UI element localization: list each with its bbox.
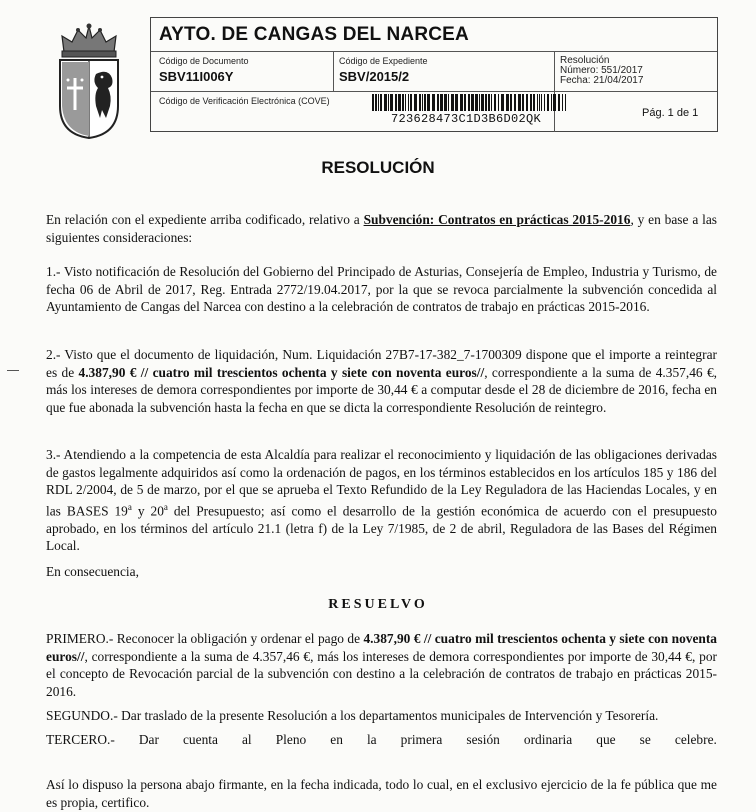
page-title: RESOLUCIÓN <box>321 158 435 177</box>
resolution-tercero: TERCERO.- Dar cuenta al Pleno en la primera sesión ordinaria que se celebre. <box>46 732 717 747</box>
consideration-3: 3.- Atendiendo a la competencia de esta Alcaldía para realizar el reconocimiento y liquidación de las obligaciones derivadas de gastos legalmente adquiridos así como la ordenación de pagos, en los términos establecidos en los artículos 185 y 186 del RDL 2/2004, de 5 de marzo, por el que se aprueba el Texto Refundido de la Ley Reguladora de las Haciendas Locales, y en las BASES 19$^a$ y 20$^a$ del Presupuesto; así como el desarrollo de la gestión económica de acuerdo con el presupuesto aprobado, en los términos del artículo 21.1 (letra f) de la Ley 7/1985, de 2 de abril, Reguladora de las Bases del Régimen Local. <box>46 447 717 554</box>
coat-of-arms-icon <box>56 22 122 140</box>
file-code-label: Código de Expediente <box>339 56 428 66</box>
page-number: Pág. 1 de 1 <box>642 107 699 119</box>
closing-certification: Así lo dispuso la persona abajo firmante, en la fecha indicada, todo lo cual, en el exclusivo ejercicio de la fe pública que me es propia, certifico. <box>46 777 717 810</box>
cove-label: Código de Verificación Electrónica (COVE) <box>159 96 330 106</box>
municipality-name: AYTO. DE CANGAS DEL NARCEA <box>159 24 469 45</box>
resuelvo-heading: RESUELVO <box>328 597 428 612</box>
cove-code: 723628473C1D3B6D02QK <box>391 112 542 126</box>
resolution-date: Fecha: 21/04/2017 <box>560 75 644 86</box>
subject-link-text: Subvención: Contratos en prácticas 2015-2016 <box>363 212 631 227</box>
resolution-primero: PRIMERO.- Reconocer la obligación y ordenar el pago de 4.387,90 € // cuatro mil trescientos ochenta y siete con noventa euros//, correspondiente a la suma de 4.357,46 €, más los intereses de demora correspondientes por importe de 30,44 €, por el concepto de Revocación parcial de la subvención con destino a la celebración de contratos de trabajo en prácticas 2015-2016. <box>46 631 718 699</box>
margin-mark <box>7 370 19 371</box>
intro-paragraph: En relación con el expediente arriba codificado, relativo a Subvención: Contratos en prácticas 2015-2016, y en base a las siguientes consideraciones: <box>46 212 717 245</box>
consequence-line: En consecuencia, <box>46 564 139 579</box>
consideration-1: 1.- Visto notificación de Resolución del Gobierno del Principado de Asturias, Consejería de Empleo, Industria y Turismo, de fecha 06 de Abril de 2017, Reg. Entrada 2772/19.04.2017, por la que se revoca parcialmente la subvención concedida al Ayuntamiento de Cangas del Narcea con destino a la celebración de contratos de trabajo en prácticas 2015-2016. <box>46 264 717 315</box>
file-code: SBV/2015/2 <box>339 69 410 84</box>
document-header <box>150 17 718 132</box>
resolution-segundo: SEGUNDO.- Dar traslado de la presente Resolución a los departamentos municipales de Intervención y Tesorería. <box>46 708 659 723</box>
doc-code-label: Código de Documento <box>159 56 249 66</box>
consideration-2: 2.- Visto que el documento de liquidación, Num. Liquidación 27B7-17-382_7-1700309 dispone que el importe a reintegrar es de 4.387,90 € // cuatro mil trescientos ochenta y siete con noventa euros//, correspondiente a la suma de 4.357,46 €, más los intereses de demora correspondientes por importe de 30,44 € a computar desde el 28 de diciembre de 2016, fecha en que fue abonada la subvención hasta la fecha en que se dicta la correspondiente Resolución de reintegro. <box>46 347 717 415</box>
barcode-icon <box>372 94 568 111</box>
doc-code: SBV11I006Y <box>159 69 234 84</box>
resolution-number: Número: 551/2017 <box>560 65 643 76</box>
resolution-label: Resolución <box>560 55 610 66</box>
